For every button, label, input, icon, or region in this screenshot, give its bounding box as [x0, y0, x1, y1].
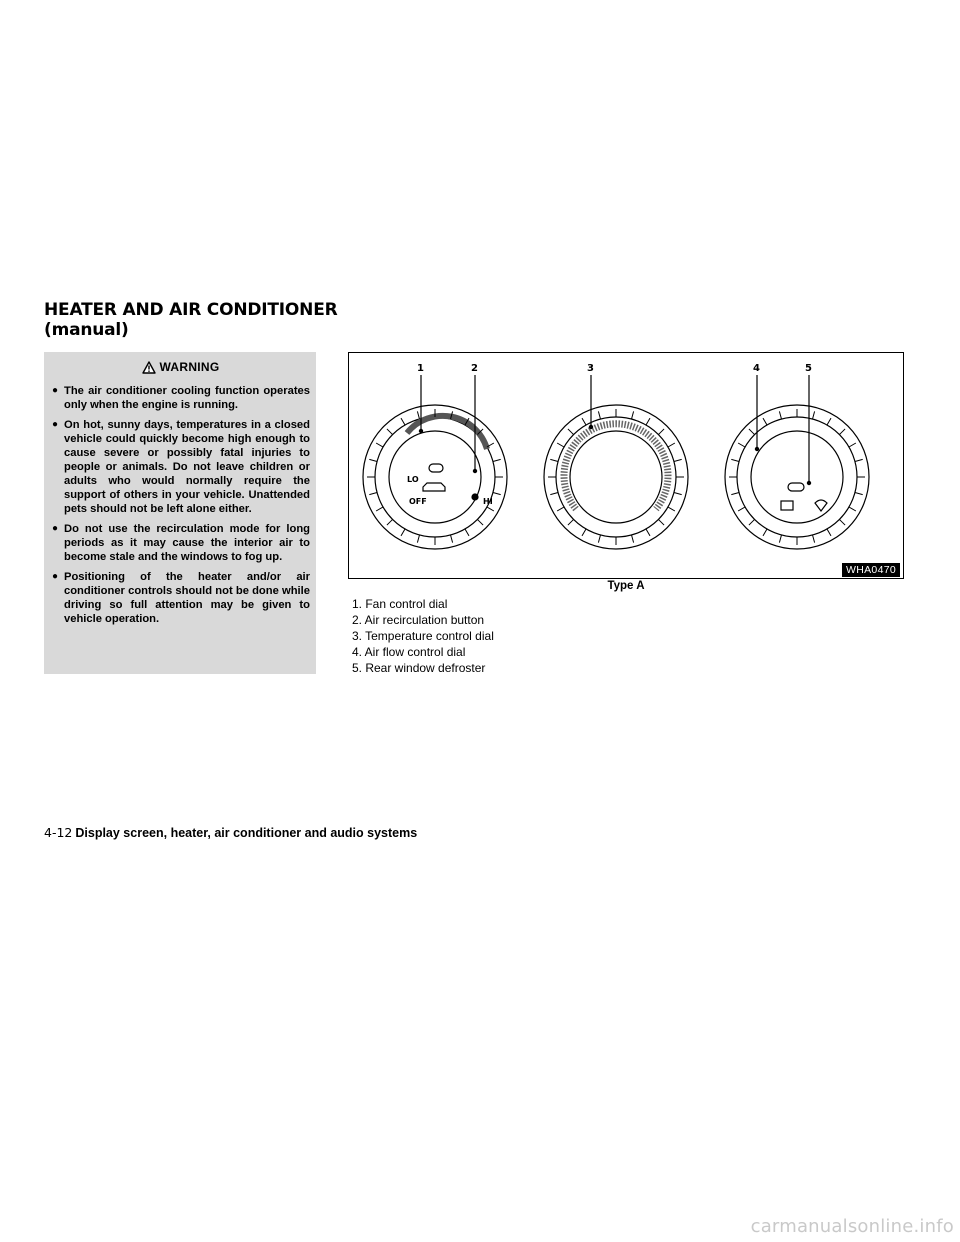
dial-tick — [668, 507, 675, 511]
warning-item-text: The air conditioner cooling function operates only when the engine is running. — [64, 385, 310, 411]
list-item: 4. Air flow control dial — [352, 645, 466, 659]
dial-tick — [839, 519, 845, 525]
section-title-line2: (manual) — [44, 320, 129, 340]
warning-triangle-icon — [142, 361, 156, 374]
dial-tick — [582, 529, 586, 536]
dial-tick — [731, 493, 739, 495]
dial-tick — [849, 507, 856, 511]
running-title: Display screen, heater, air conditioner and audio systems — [75, 826, 418, 840]
fan-lo-label: LO — [407, 475, 419, 484]
bullet-icon: ● — [52, 571, 59, 582]
dial-tick — [855, 493, 863, 495]
warning-box — [44, 352, 316, 674]
list-item: 2. Air recirculation button — [352, 613, 485, 627]
bullet-icon: ● — [52, 419, 59, 430]
air-flow-control-dial — [725, 405, 869, 549]
warning-title: WARNING — [159, 360, 220, 374]
callout-1: 1 — [417, 363, 424, 374]
dial-tick — [417, 411, 419, 419]
dial-tick — [738, 507, 745, 511]
dial-tick — [493, 493, 501, 495]
callout-4: 4 — [753, 363, 760, 374]
dial-tick — [493, 459, 501, 461]
dial-tick — [568, 519, 574, 525]
warning-item — [52, 384, 310, 412]
fan-control-dial — [363, 405, 507, 549]
dial-tick — [387, 429, 393, 435]
dial-tick — [369, 459, 377, 461]
dial-tick — [465, 529, 469, 536]
dial-tick — [557, 443, 564, 447]
figure-code: WHA0470 — [842, 563, 900, 577]
warning-item-text: On hot, sunny days, temperatures in a closed vehicle could quickly become high enough to cause severe or possibly fatal injuries to people or animals. Do not leave children or adults who would normally require the support of others in your vehicle. Unattended pets should not be left alone either. — [64, 419, 310, 515]
dial-tick — [582, 418, 586, 425]
dial-tick — [674, 459, 682, 461]
dial-tick — [779, 535, 781, 543]
warning-item — [52, 418, 310, 516]
dial-tick — [646, 529, 650, 536]
dial-tick — [632, 535, 634, 543]
dial-tick — [849, 443, 856, 447]
legend-list — [352, 596, 494, 676]
dial-tick — [855, 459, 863, 461]
fan-off-label: OFF — [409, 497, 427, 506]
warning-header — [52, 358, 310, 376]
dial-tick — [779, 411, 781, 419]
dial-tick — [376, 443, 383, 447]
dial-tick — [658, 429, 664, 435]
temperature-control-dial — [544, 405, 688, 549]
dial-tick — [376, 507, 383, 511]
watermark: carmanualsonline.info — [750, 1216, 954, 1237]
figure-caption: Type A — [607, 580, 645, 592]
dial-tick — [417, 535, 419, 543]
dial-tick — [568, 429, 574, 435]
dial-tick — [401, 418, 405, 425]
dial-tick — [839, 429, 845, 435]
dial-tick — [738, 443, 745, 447]
dial-tick — [487, 507, 494, 511]
dial-tick — [827, 418, 831, 425]
callout-3: 3 — [587, 363, 594, 374]
dial-tick — [550, 459, 558, 461]
section-title-line1: HEATER AND AIR CONDITIONER — [44, 300, 338, 320]
page-footer — [44, 825, 417, 840]
dial-tick — [646, 418, 650, 425]
dial-tick — [632, 411, 634, 419]
warning-item — [52, 570, 310, 626]
dial-tick — [598, 411, 600, 419]
dial-tick — [451, 535, 453, 543]
dial-tick — [598, 535, 600, 543]
warning-item-text: Positioning of the heater and/or air conditioner controls should not be done while driving so full attention may be given to vehicle operation. — [64, 571, 310, 625]
control-panel-figure — [348, 352, 904, 579]
callout-2: 2 — [471, 363, 478, 374]
section-title — [44, 300, 338, 340]
bullet-icon: ● — [52, 523, 59, 534]
fan-hi-label: HI — [483, 497, 493, 506]
dial-tick — [827, 529, 831, 536]
dial-tick — [674, 493, 682, 495]
dial-tick — [749, 519, 755, 525]
dial-tick — [369, 493, 377, 495]
dial-tick — [749, 429, 755, 435]
dial-tick — [557, 507, 564, 511]
warning-item — [52, 522, 310, 564]
dial-tick — [550, 493, 558, 495]
dial-tick — [387, 519, 393, 525]
dial-tick — [813, 535, 815, 543]
list-item: 5. Rear window defroster — [352, 661, 486, 675]
list-item: 1. Fan control dial — [352, 597, 448, 611]
dial-tick — [668, 443, 675, 447]
callout-5: 5 — [805, 363, 812, 374]
warning-item-text: Do not use the recirculation mode for long periods as it may cause the interior air to become stale and the windows to fog up. — [64, 523, 310, 563]
page-number: 4-12 — [44, 825, 73, 840]
dial-tick — [658, 519, 664, 525]
dial-tick — [763, 529, 767, 536]
dial-tick — [401, 529, 405, 536]
list-item: 3. Temperature control dial — [352, 629, 494, 643]
dial-tick — [731, 459, 739, 461]
dial-tick — [813, 411, 815, 419]
dial-tick — [763, 418, 767, 425]
bullet-icon: ● — [52, 385, 59, 396]
dial-tick — [477, 519, 483, 525]
control-panel-illustration — [349, 353, 903, 578]
